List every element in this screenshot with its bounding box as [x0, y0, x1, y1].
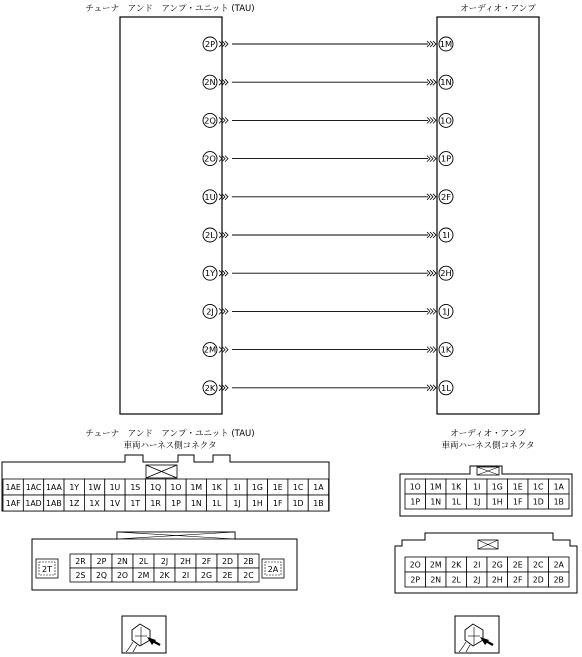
connector-pin-label: 2C	[533, 560, 544, 570]
connector-pin-label: 1P	[171, 499, 181, 508]
connector-pin-label: 1F	[272, 499, 283, 508]
connector-pin-label: 2M	[137, 571, 150, 580]
connector-pin-label: 1AA	[45, 483, 62, 492]
connector-pin-label: 1O	[409, 482, 421, 492]
connector-pin-label: 2Q	[95, 571, 108, 580]
connector-pin-label: 1A	[313, 483, 324, 492]
connector-pin-label: 1E	[272, 483, 283, 492]
connector-pin-label: 2N	[430, 575, 442, 585]
connector-pin-label: 1K	[211, 483, 222, 492]
right-terminal-chevron	[427, 156, 436, 162]
right-terminal-chevron	[427, 232, 436, 238]
connector-pin-label: 2M	[429, 560, 442, 570]
right-unit-title: オーディオ・アンプ	[460, 4, 536, 14]
right-connector-subtitle: 車両ハーネス側コネクタ	[441, 441, 535, 451]
left-connector-2	[32, 532, 297, 590]
right-terminal-chevron	[427, 347, 436, 353]
left-pin-label: 2O	[204, 153, 216, 164]
right-pin-label: 1K	[440, 344, 452, 355]
connector-pin-label: 2E	[512, 560, 523, 570]
connector-pin-label: 1I	[473, 482, 481, 492]
left-pin-label: 2J	[206, 306, 214, 317]
right-connector-1	[400, 466, 572, 516]
right-unit-box	[437, 17, 539, 414]
connector-pin-label: 2F	[513, 575, 523, 585]
right-terminal-chevron	[427, 308, 436, 314]
left-pin-label: 2P	[204, 39, 216, 49]
right-pin-label: 1L	[441, 382, 451, 393]
connector-pin-label: 1X	[89, 499, 100, 508]
right-connector-2	[395, 533, 577, 593]
connector-pin-label: 1E	[512, 482, 523, 492]
left-pin-label: 2K	[204, 382, 216, 393]
connector-pin-label: 2J	[160, 557, 169, 566]
left-pin-label: 2N	[204, 77, 216, 88]
connector-pin-label: 1AD	[25, 499, 42, 508]
connector-pin-label: 1H	[491, 497, 503, 507]
connector-pin-label: 2G	[200, 571, 213, 580]
left-unit-title: チューナ アンド アンプ・ユニット (TAU)	[85, 4, 255, 14]
connector-pin-label: 2F	[201, 557, 212, 566]
connector-pin-label: 2O	[116, 571, 129, 580]
connector-pin-label: 1B	[313, 499, 324, 508]
left-connector-title: チューナ アンド アンプ・ユニット (TAU)	[85, 429, 255, 439]
right-terminal-chevron	[427, 385, 436, 391]
connector-pin-label: 1G	[491, 482, 503, 492]
connector-pin-label: 2G	[491, 560, 503, 570]
connector-pin-label: 1J	[233, 499, 241, 508]
connector-pin-label: 1N	[430, 497, 442, 507]
connector-pin-label: 1O	[170, 483, 182, 492]
connector-pin-label: 2I	[181, 571, 190, 580]
harness-connector-icon	[455, 616, 499, 653]
connector-pin-label: 1D	[532, 497, 544, 507]
connector-pin-label: 2P	[410, 575, 421, 585]
connector-pin-label: 1A	[553, 482, 564, 492]
connector-pin-label: 2S	[75, 571, 86, 580]
right-pin-label: 1P	[440, 153, 452, 164]
connector-pin-label: 2B	[553, 575, 564, 585]
harness-connector-icon	[122, 616, 166, 653]
connector-pin-label: 2L	[451, 575, 461, 585]
right-pin-label: 1N	[440, 77, 452, 88]
right-terminal-chevron	[427, 270, 436, 276]
left-pin-label: 1U	[204, 191, 216, 202]
connector-pin-label: 1M	[429, 482, 442, 492]
connector-pin-label: 1Z	[69, 499, 80, 508]
left-pin-label: 1Y	[204, 268, 216, 279]
connector-pin-label: 2K	[451, 560, 462, 570]
wiring-group	[203, 37, 453, 395]
left-pin-label: 2M	[203, 344, 217, 355]
connector-pin-label: 1L	[451, 497, 461, 507]
connector-pin-label: 2I	[473, 560, 481, 570]
connector-pin-label: 1N	[190, 499, 202, 508]
connector-pin-label: 2K	[159, 571, 170, 580]
connector-pin-label: 1Q	[150, 483, 162, 492]
right-pin-label: 1M	[439, 39, 453, 49]
connector-pin-label: 1J	[473, 497, 481, 507]
connector-pin-label: 1S	[130, 483, 141, 492]
connector-pin-label: 1AC	[25, 483, 42, 492]
connector-pin-label: 2O	[409, 560, 421, 570]
connector-pin-label: 2J	[473, 575, 481, 585]
right-pin-label: 1J	[442, 306, 450, 317]
right-terminal-chevron	[427, 194, 436, 200]
connector-pin-label: 1U	[109, 483, 121, 492]
connector-pin-label: 1G	[251, 483, 263, 492]
connector-pin-label: 1L	[212, 499, 222, 508]
right-terminal-chevron	[427, 41, 436, 47]
connector-pin-label: 2P	[96, 557, 107, 566]
connector-pin-label: 1AB	[46, 499, 62, 508]
connector-pin-label: 2H	[180, 557, 191, 566]
connector-pin-label: 1K	[451, 482, 462, 492]
connector-pin-label: 1D	[292, 499, 304, 508]
left-connector-subtitle: 車両ハーネス側コネクタ	[123, 441, 217, 451]
connector-pin-label: 2C	[243, 571, 254, 580]
connector-pin-label: 1P	[410, 497, 421, 507]
connector-pin-label: 1M	[190, 483, 203, 492]
connector-pin-label: 1Y	[69, 483, 80, 492]
connector-pin-label: 1V	[109, 499, 121, 508]
right-pin-label: 2F	[440, 191, 452, 202]
connector-pin-label: 1C	[533, 482, 544, 492]
connector-pin-label: 1I	[233, 483, 241, 492]
connector-pin-label: 1W	[88, 483, 101, 492]
connector-pin-label: 2A	[553, 560, 564, 570]
right-connector-title: オーディオ・アンプ	[450, 429, 526, 439]
connector-pin-label: 1AF	[5, 499, 21, 508]
connector-pin-label: 2R	[75, 557, 86, 566]
connector-pin-label: 1C	[292, 483, 304, 492]
right-terminal-chevron	[427, 79, 436, 85]
left-connector-side-left: 2T	[42, 565, 52, 574]
connector-pin-label: 2L	[138, 557, 149, 566]
connector-pin-label: 2N	[117, 557, 128, 566]
connector-pin-label: 1T	[130, 499, 141, 508]
connector-pin-label: 2B	[243, 557, 254, 566]
right-pin-label: 1O	[440, 115, 452, 126]
left-connector-1	[2, 455, 329, 511]
connector-pin-label: 1B	[553, 497, 564, 507]
connector-pin-label: 1H	[251, 499, 263, 508]
connector-pin-label: 2D	[222, 557, 233, 566]
connector-pin-label: 2H	[491, 575, 503, 585]
left-pin-label: 2L	[205, 230, 215, 240]
right-terminal-chevron	[427, 117, 436, 123]
connector-pin-label: 2E	[222, 571, 233, 580]
left-pin-label: 2Q	[204, 115, 216, 126]
left-connector-side-right: 2A	[267, 565, 279, 574]
connector-pin-label: 1F	[513, 497, 523, 507]
connector-pin-label: 1AE	[5, 483, 21, 492]
right-pin-label: 2H	[440, 268, 452, 279]
connector-pin-label: 1R	[150, 499, 161, 508]
connector-pin-label: 2D	[532, 575, 544, 585]
right-pin-label: 1I	[442, 230, 450, 240]
